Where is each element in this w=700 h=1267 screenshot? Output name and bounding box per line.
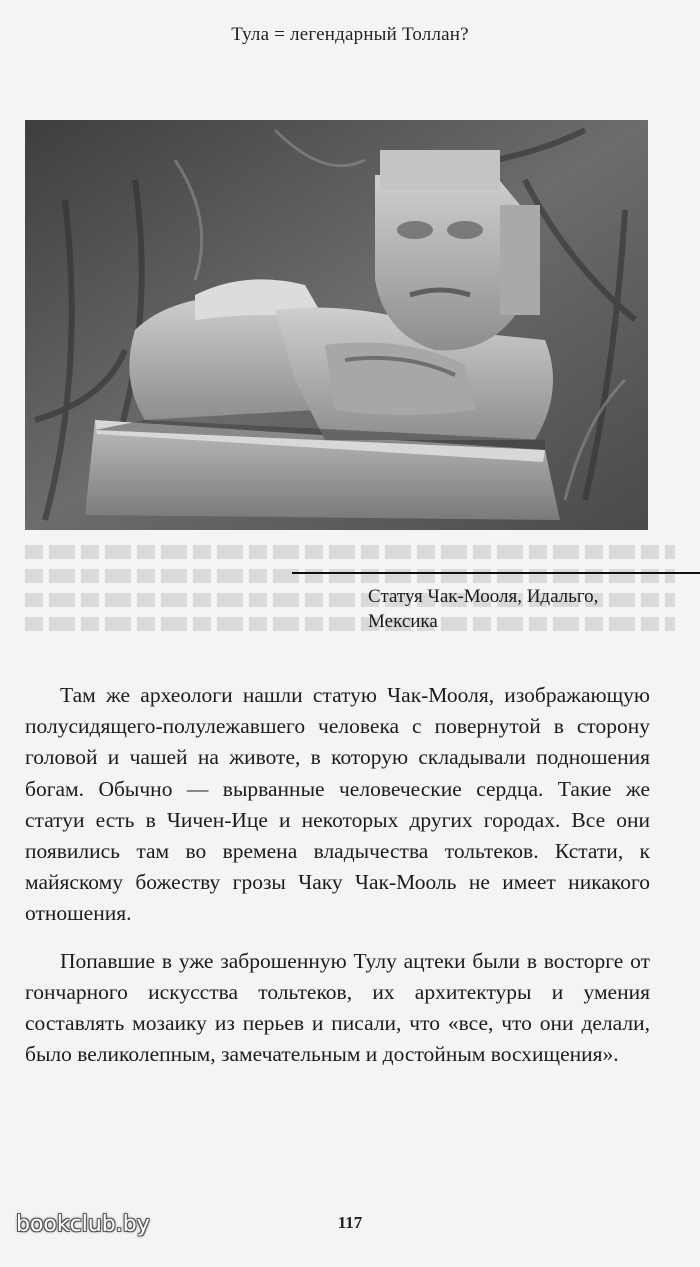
chac-mool-statue-photo: [25, 120, 648, 530]
paragraph-1: Там же археологи нашли статую Чак-Мооля, изображающую полусидящего-полулежавшего человека с повернутой в сторону головой и чашей на животе, в которую складывали подношения богам. Обычно — вырванные человеческие сердца. Такие же статуи есть в Чичен-Ице и некоторых других городах. Все они появились там во времена владычества тольтеков. Кстати, к майяскому божеству грозы Чаку Чак-Мооль не имеет никакого отношения.: [25, 683, 650, 926]
paragraph-2: Попавшие в уже заброшенную Тулу ацтеки были в восторге от гончарного искусства тольтеков, их архитектуры и умения составлять мозаику из перьев и писали, что «все, что они делали, было великолепным, замечательным и достойным восхищения».: [25, 948, 650, 1067]
running-head: Тула = легендарный Толлан?: [231, 24, 469, 45]
figure-caption: [368, 584, 668, 634]
caption-line-1: Статуя Чак-Мооля, Идальго,: [368, 586, 599, 607]
page-number: 117: [337, 1213, 363, 1232]
caption-rule: [292, 572, 700, 574]
body-text: [25, 680, 650, 1086]
watermark: bookclub.by: [16, 1212, 150, 1237]
caption-line-2: Мексика: [368, 611, 438, 632]
